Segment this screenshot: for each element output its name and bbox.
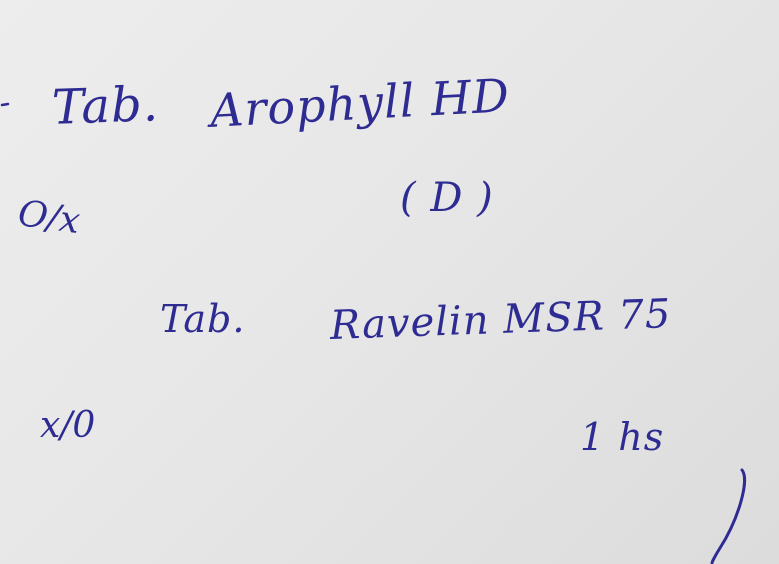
line2-tab-prefix: Tab.: [160, 297, 246, 341]
margin-note-2: x/0: [40, 405, 96, 446]
margin-tick-mark: [2, 104, 8, 105]
line2-drug-name: Ravelin MSR 75: [329, 291, 673, 349]
line1-drug-name: Arophyll HD: [208, 68, 512, 138]
line1-dose-instruction: ( D ): [400, 175, 494, 221]
margin-note-1: O/x: [15, 192, 83, 243]
line1-tab-prefix: Tab.: [51, 76, 160, 136]
line2-dose-instruction: 1 hs: [580, 415, 665, 459]
signature-stroke: [712, 470, 745, 563]
